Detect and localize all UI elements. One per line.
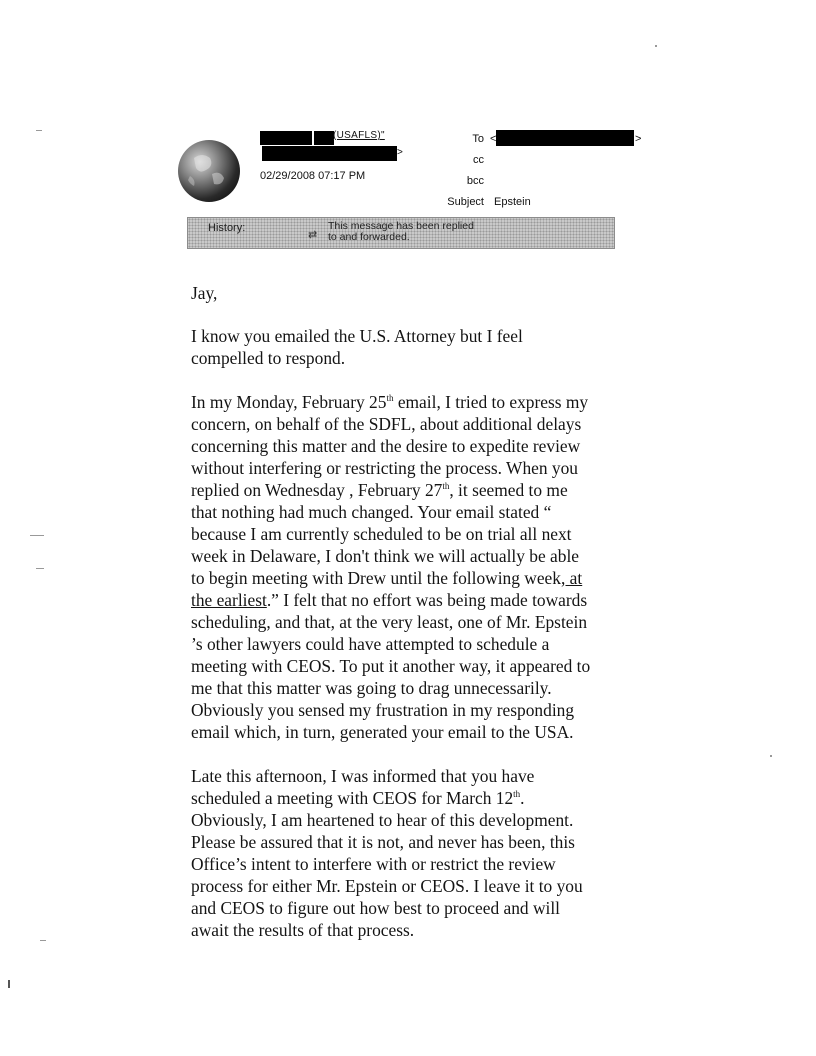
scan-speck [655, 45, 657, 47]
p2-line: concern, on behalf of the SDFL, about additional delays [191, 414, 582, 434]
scan-speck [770, 755, 772, 757]
p3-line: Obviously, I am heartened to hear of this development. [191, 810, 574, 830]
p2-line: to begin meeting with Drew until the following week, at [191, 568, 583, 588]
p2-line: that nothing had much changed. Your email stated “ [191, 502, 552, 522]
sender-avatar [178, 140, 240, 202]
p2-line: Obviously you sensed my frustration in my responding [191, 700, 575, 720]
p2-line: the earliest.” I felt that no effort was being made towards [191, 590, 588, 610]
p3-line: await the results of that process. [191, 920, 415, 940]
email-body [191, 282, 631, 956]
p3-line: Office’s intent to interfere with or restrict the review [191, 854, 556, 874]
p2-line: replied on Wednesday , February 27th, it seemed to me [191, 480, 568, 500]
redacted-sender-name [260, 131, 312, 145]
redaction-end-bracket: > [397, 147, 404, 158]
scan-speck [30, 535, 44, 536]
p3-line: scheduled a meeting with CEOS for March 12th. [191, 788, 525, 808]
p3-line: and CEOS to figure out how best to proceed and will [191, 898, 560, 918]
p1-line: compelled to respond. [191, 348, 346, 368]
p2-line: without interfering or restricting the process. When you [191, 458, 579, 478]
scan-speck [36, 130, 42, 131]
paragraph-2 [191, 391, 631, 743]
p2-line: me that this matter was going to drag unnecessarily. [191, 678, 552, 698]
p2-line: email which, in turn, generated your email to the USA. [191, 722, 574, 742]
p3-line: Late this afternoon, I was informed that you have [191, 766, 535, 786]
subject-value: Epstein [494, 196, 531, 208]
redaction-end-bracket-to: > [635, 133, 642, 145]
scan-speck [36, 568, 44, 569]
paragraph-3 [191, 765, 631, 941]
redacted-sender-name-2 [314, 131, 334, 145]
sent-datetime: 02/29/2008 07:17 PM [260, 170, 366, 182]
sender-organization: (USAFLS)" [333, 130, 385, 141]
p2-line: concerning this matter and the desire to expedite review [191, 436, 581, 456]
reply-forward-icon: ⇄ [308, 229, 318, 241]
bcc-label: bcc [466, 175, 484, 187]
p3-line: process for either Mr. Epstein or CEOS. I leave it to you [191, 876, 583, 896]
greeting: Jay, [191, 283, 218, 303]
history-message [328, 221, 474, 243]
paragraph-1 [191, 325, 631, 369]
p2-line: ’s other lawyers could have attempted to schedule a [191, 634, 550, 654]
redacted-sender-address [262, 146, 397, 161]
p2-line: In my Monday, February 25th email, I tried to express my [191, 392, 589, 412]
scan-speck [8, 980, 10, 988]
to-label: To [472, 133, 484, 145]
cc-label: cc [473, 154, 484, 166]
p2-line: scheduling, and that, at the very least, one of Mr. Epstein [191, 612, 588, 632]
subject-label: Subject [447, 196, 484, 208]
globe-icon [178, 140, 240, 202]
history-message-line-2: to and forwarded. [328, 231, 410, 243]
scan-speck [40, 940, 46, 941]
p3-line: Please be assured that it is not, and never has been, this [191, 832, 575, 852]
p2-line: because I am currently scheduled to be on trial all next [191, 524, 572, 544]
redacted-to-recipient [496, 130, 634, 146]
p2-line: meeting with CEOS. To put it another way, it appeared to [191, 656, 591, 676]
p2-line: week in Delaware, I don't think we will actually be able [191, 546, 580, 566]
history-bar [187, 217, 615, 249]
history-label: History: [208, 222, 246, 234]
p1-line: I know you emailed the U.S. Attorney but I feel [191, 326, 523, 346]
history-message-line-1: This message has been replied [328, 220, 474, 232]
redaction-start-bracket: < [490, 133, 497, 145]
